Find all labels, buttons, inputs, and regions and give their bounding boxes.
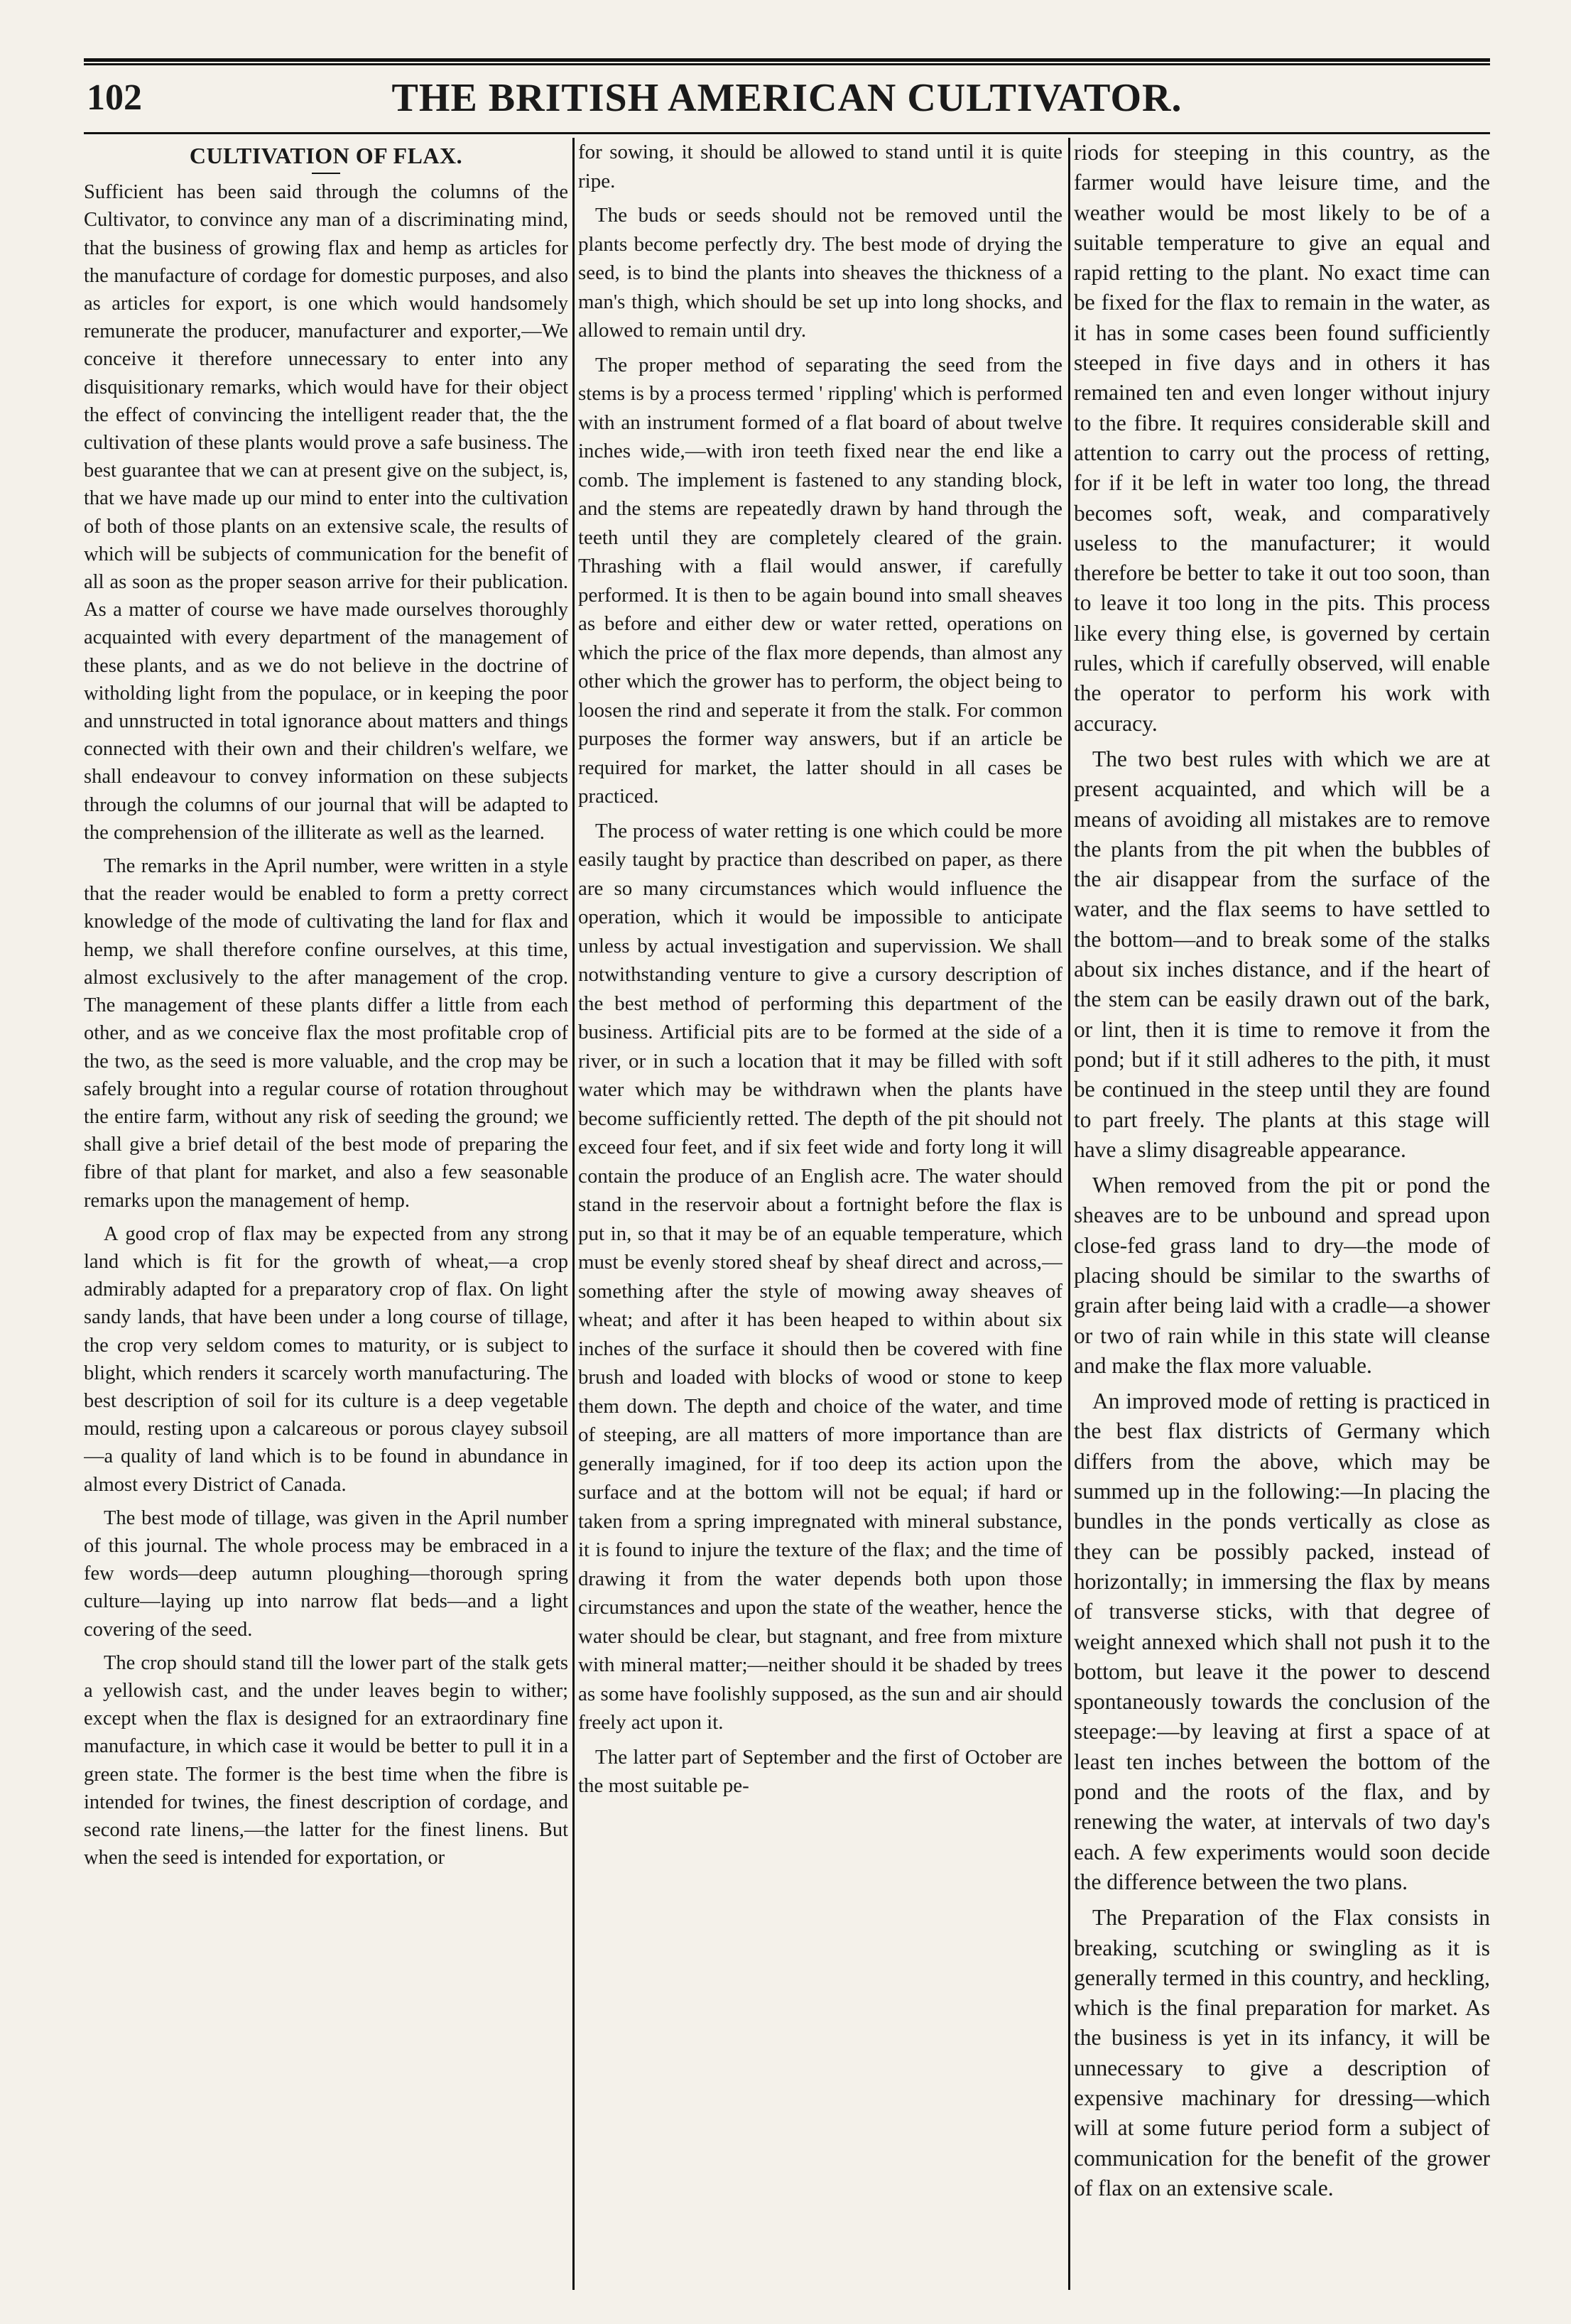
paragraph: The best mode of tillage, was given in the April number of this journal. The whole process may be embraced in a few words—deep autumn ploughing—thorough spring culture—laying up into narrow flat beds—and a light covering of the seed. <box>84 1506 568 1641</box>
article-columns <box>84 138 1490 2290</box>
paragraph: for sowing, it should be allowed to stand until it is quite ripe. <box>578 141 1062 192</box>
column-divider <box>572 138 575 2290</box>
article-title: CULTIVATION OF FLAX. <box>189 143 463 168</box>
paragraph: An improved mode of retting is practiced in the best flax districts of Germany which differs from the above, which may be summed up in the following:—In placing the bundles in the ponds vertically as close as they can be possibly packed, instead of horizontally; in immersing the flax by means of transverse sticks, with that degree of weight annexed which shall not push it to the bottom, but leave it the power to descend spontaneously towards the conclusion of the steepage:—by leaving at first a space of at least ten inches between the bottom of the pond and the roots of the flax, and by renewing the water, at intervals of two day's each. A few experiments would soon decide the difference between the two plans. <box>1074 1389 1490 1894</box>
paragraph: A good crop of flax may be expected from any strong land which is fit for the growth of wheat,—a crop admirably adapted for a preparatory crop of flax. On light sandy lands, that have been under a long course of tillage, the crop very seldom comes to maturity, or is subject to blight, which renders it scarcely worth manufacturing. The best description of soil for its culture is a deep vegetable mould, resting upon a calcareous or porous clayey subsoil—a quality of land which is to be found in abundance in almost every District of Canada. <box>84 1222 568 1496</box>
paragraph: The crop should stand till the lower part of the stalk gets a yellowish cast, and the under leaves begin to wither; except when the flax is designed for an extraordinary fine manufacture, in which case it would be better to pull it in a green state. The former is the best time when the fibre is intended for twines, the finest description of cordage, and second rate linens,—the latter for the finest linens. But when the seed is intended for exportation, or <box>84 1651 568 1869</box>
paragraph: The Preparation of the Flax consists in breaking, scutching or swingling as it is generally termed in this country, and heckling, which is the final preparation for market. As the business is yet in its infancy, it will be unnecessary to give a description of expensive machinary for dressing—which will at some future period form a subject of communication for the benefit of the grower of flax on an extensive scale. <box>1074 1905 1490 2200</box>
page-number: 102 <box>87 77 142 118</box>
top-double-rule <box>84 58 1490 65</box>
column-2 <box>578 138 1062 2290</box>
paragraph: riods for steeping in this country, as the farmer would have leisure time, and the weather would be most likely to be of a suitable temperature to give an equal and rapid retting to the plant. No exact time can be fixed for the flax to remain in the water, as it has in some cases been found sufficiently steeped in five days and in others it has remained ten and even longer without injury to the fibre. It requires considerable skill and attention to carry out the process of retting, for if it be left in water too long, the thread becomes soft, weak, and comparatively useless to the manufacturer; it would therefore be better to take it out too soon, than to leave it too long in the pits. This process like every thing else, is governed by certain rules, which if carefully observed, will enable the operator to perform his work with accuracy. <box>1074 140 1490 736</box>
masthead <box>84 71 1490 134</box>
paragraph: When removed from the pit or pond the sheaves are to be unbound and spread upon close-fed grass land to dry—the mode of placing should be similar to the swarths of grain after being laid with a cradle—a shower or two of rain while in this state will cleanse and make the flax more valuable. <box>1074 1173 1490 1378</box>
publication-title: THE BRITISH AMERICAN CULTIVATOR. <box>391 76 1183 120</box>
paragraph: The latter part of September and the first of October are the most suitable pe- <box>578 1745 1062 1797</box>
newspaper-page <box>84 58 1490 2296</box>
paragraph: The buds or seeds should not be removed until the plants become perfectly dry. The best mode of drying the seed, is to bind the plants into sheaves the thickness of a man's thigh, which should be set up into long shocks, and allowed to remain until dry. <box>578 204 1062 342</box>
paragraph: The two best rules with which we are at present acquainted, and which will be a means of avoiding all mistakes are to remove the plants from the pit when the bubbles of the air disappear from the surface of the water, and the flax seems to have settled to the bottom—and to break some of the stalks about six inches distance, and if the heart of the stem can be easily drawn out of the bark, or lint, then it is time to remove it from the pond; but if it still adheres to the pith, it must be continued in the steep until they are found to part freely. The plants at this stage will have a slimy disagreable appearance. <box>1074 746 1490 1162</box>
column-1 <box>84 138 568 2290</box>
paragraph: Sufficient has been said through the columns of the Cultivator, to convince any man of a discriminating mind, that the business of growing flax and hemp as articles for the manufacture of cordage for domestic purposes, and also as articles for export, is one which would handsomely remunerate the producer, manufacturer and exporter,—We conceive it therefore unnecessary to enter into any disquisitionary remarks, which would have for their object the effect of convincing the intelligent reader that, the the cultivation of these plants would prove a safe business. The best guarantee that we can at present give on the subject, is, that we have made up our mind to enter into the cultivation of both of those plants on an extensive scale, the results of which will be subjects of communication for the benefit of all as soon as the proper season arrive for their publication. As a matter of course we have made ourselves thoroughly acquainted with every department of the management of these plants, and as we do not believe in the doctrine of witholding light from the populace, or in keeping the poor and unnstructed in total ignorance about matters and things connected with their own and their children's welfare, we shall endeavour to convey information on these subjects through the columns of our journal that will be adapted to the comprehension of the illiterate as well as the learned. <box>84 181 568 844</box>
paragraph: The proper method of separating the seed from the stems is by a process termed ' rippling' which is performed with an instrument formed of a flat board of about twelve inches wide,—with iron teeth fixed near the end like a comb. The implement is fastened to any standing block, and the stems are repeatedly drawn by hand through the teeth until they are completely cleared of the grain. Thrashing with a flail would answer, if carefully performed. It is then to be again bound into small sheaves as before and either dew or water retted, operations on which the price of the flax more depends, than almost any other which the grower has to perform, the object being to loosen the rind and seperate it from the stalk. For common purposes the former way answers, but if an article be required for market, the latter should in all cases be practiced. <box>578 353 1062 808</box>
column-divider <box>1068 138 1070 2290</box>
paragraph: The process of water retting is one which could be more easily taught by practice than described on paper, as there are so many circumstances which would influence the operation, which it would be impossible to anticipate unless by actual investigation and supervission. We shall notwithstanding venture to give a cursory description of the best method of performing this department of the business. Artificial pits are to be formed at the side of a river, or in such a location that it may be filled with soft water which may be withdrawn when the plants have become sufficiently retted. The depth of the pit should not exceed four feet, and if six feet wide and forty long it will contain the produce of an English acre. The water should stand in the reservoir about a fortnight before the flax is put in, so that it may be of an equable temperature, which must be evenly stored sheaf by sheaf direct and across,—something after the style of mowing away sheaves of wheat; and after it has been heaped to within about six inches of the surface it should then be covered with fine brush and loaded with blocks of wood or stone to keep them down. The depth and choice of the water, and time of steeping, are all matters of more importance than are generally imagined, for if too deep its action upon the surface and at the bottom will not be equal; if hard or taken from a spring impregnated with mineral substance, it is found to injure the texture of the flax; and the time of drawing it from the water depends both upon those circumstances and upon the state of the weather, hence the water should be clear, but stagnant, and free from mixture with mineral matter;—neither should it be shaded by trees as some have foolishly supposed, as the sun and air should freely act upon it. <box>578 819 1062 1734</box>
column-3 <box>1074 138 1490 2290</box>
paragraph: The remarks in the April number, were written in a style that the reader would be enabled to form a pretty correct knowledge of the mode of cultivating the land for flax and hemp, we shall therefore confine ourselves, at this time, almost exclusively to the after management of the crop. The management of these plants differ a little from each other, and as we conceive flax the most profitable crop of the two, as the seed is more valuable, and the crop may be safely brought into a regular course of rotation throughout the entire farm, without any risk of seeding the ground; we shall give a brief detail of the best mode of preparing the fibre of that plant for market, and also a few seasonable remarks upon the management of hemp. <box>84 855 568 1212</box>
title-divider <box>312 173 340 174</box>
